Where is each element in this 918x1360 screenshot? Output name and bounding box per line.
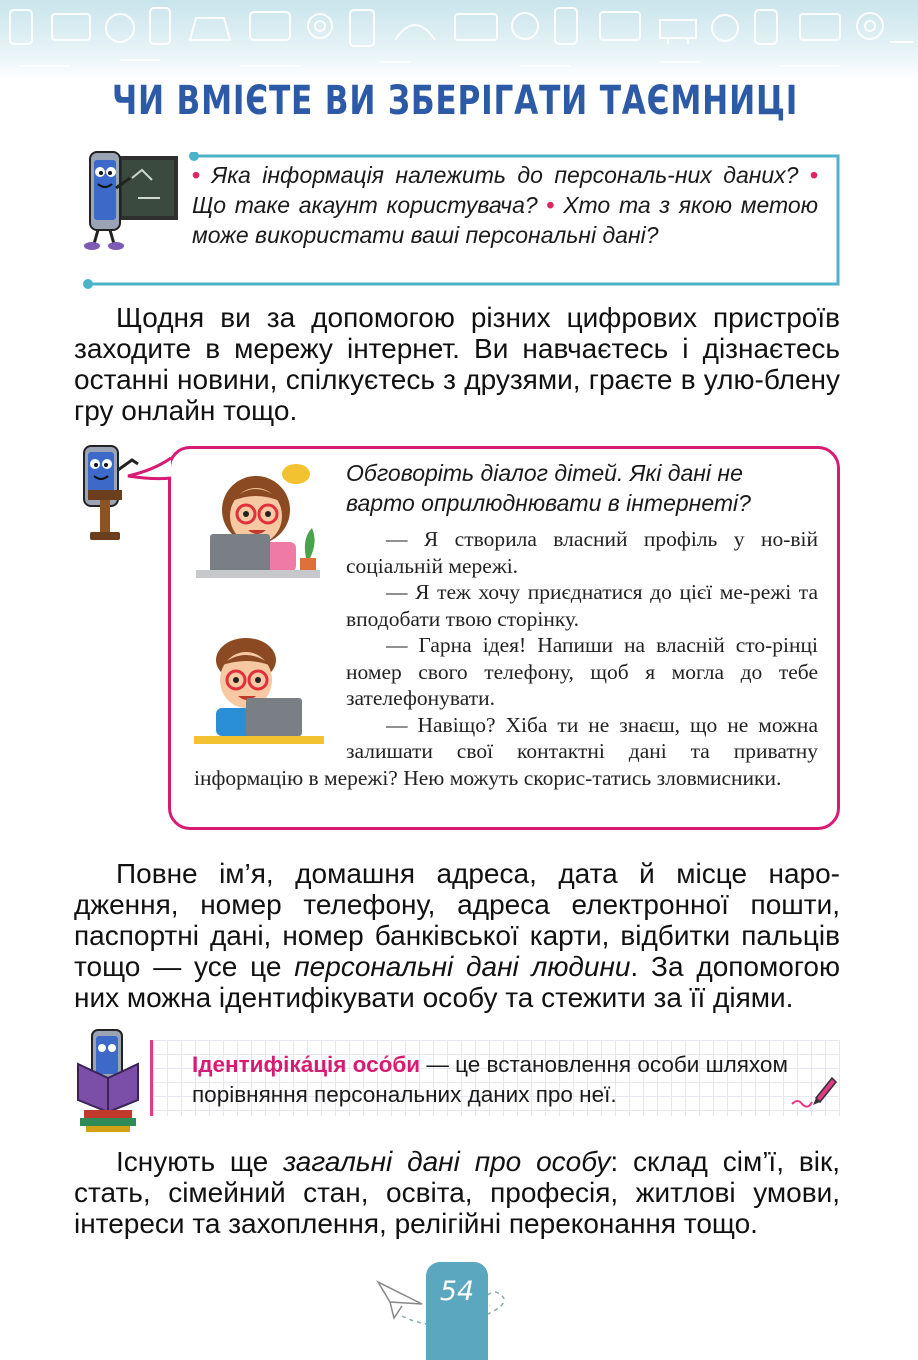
definition-text bbox=[192, 1050, 832, 1110]
phone-mascot-reading-book-icon bbox=[72, 1028, 144, 1132]
decorative-header-band bbox=[0, 0, 918, 80]
bullet: • bbox=[192, 162, 201, 188]
question-2: Що таке акаунт користувача? bbox=[192, 192, 538, 218]
definition-term: Ідентифіка́ція осо́би bbox=[192, 1052, 421, 1077]
page-title: ЧИ ВМІЄТЕ ВИ ЗБЕРІГАТИ ТАЄМНИЦІ bbox=[112, 78, 799, 124]
dialogue-line: — Я створила власний профіль у но-вій соціальній мережі. bbox=[346, 527, 818, 578]
paragraph-text: Існують ще bbox=[116, 1146, 284, 1177]
dialogue-prompt: Обговоріть діалог дітей. Які дані не варто оприлюднювати в інтернеті? bbox=[346, 460, 751, 516]
question-3: Хто та з якою метою може використати ваші персональні дані? bbox=[192, 192, 819, 248]
paragraph-text: . За допомогою них можна ідентифікувати особу та стежити за її діями. bbox=[74, 951, 840, 1013]
intro-paragraph: Щодня ви за допомогою різних цифрових пристроїв заходите в мережу інтернет. Ви навчаєтесь і дізнаєтесь останні новини, спілкуєтесь з друзями, граєте в улю-блену гру онлайн тощо. bbox=[74, 302, 840, 426]
personal-data-paragraph bbox=[74, 858, 840, 1013]
bullet: • bbox=[546, 192, 555, 218]
page-number: 54 bbox=[439, 1276, 475, 1307]
dialogue-lines bbox=[194, 526, 818, 791]
dialogue-line: — Гарна ідея! Напиши на власній сто-рінці номер свого телефону, щоб я могла до тебе зателефонувати. bbox=[346, 633, 818, 710]
general-data-paragraph bbox=[74, 1146, 840, 1239]
paragraph-text: : склад сім’ї, вік, стать, сімейний стан, освіта, професія, житлові умови, інтереси та захоплення, релігійні переконання тощо. bbox=[74, 1146, 840, 1239]
question-1: Яка інформація належить до персональ-них даних? bbox=[211, 162, 799, 188]
dialogue-line: — Я теж хочу приєднатися до цієї ме-режі та вподобати твою сторінку. bbox=[346, 580, 818, 631]
pink-marker-pen-icon bbox=[790, 1072, 838, 1110]
speech-bubble-tail bbox=[124, 452, 174, 492]
emphasis-term: персональні дані людини bbox=[294, 951, 631, 982]
questions-text bbox=[192, 160, 818, 250]
definition-body: — це встановлення особи шляхом порівняння персональних даних про неї. bbox=[192, 1052, 788, 1107]
paragraph-text: Повне ім’я, домашня адреса, дата й місце наро-дження, номер телефону, адреса електронної пошти, паспортні дані, номер банківської карти, відбитки пальців тощо — усе це bbox=[74, 858, 840, 982]
illustration-spacer bbox=[194, 526, 346, 740]
dialogue-line: — Навіщо? Хіба ти не знаєш, що не можна залишати свої контактні дані та приватну інформацію в мережі? Нею можуть скорис-татись зловмисники. bbox=[194, 712, 818, 790]
bullet: • bbox=[809, 162, 818, 188]
emphasis-term: загальні дані про особу bbox=[283, 1146, 611, 1177]
devices-doodle-pattern bbox=[0, 0, 918, 80]
